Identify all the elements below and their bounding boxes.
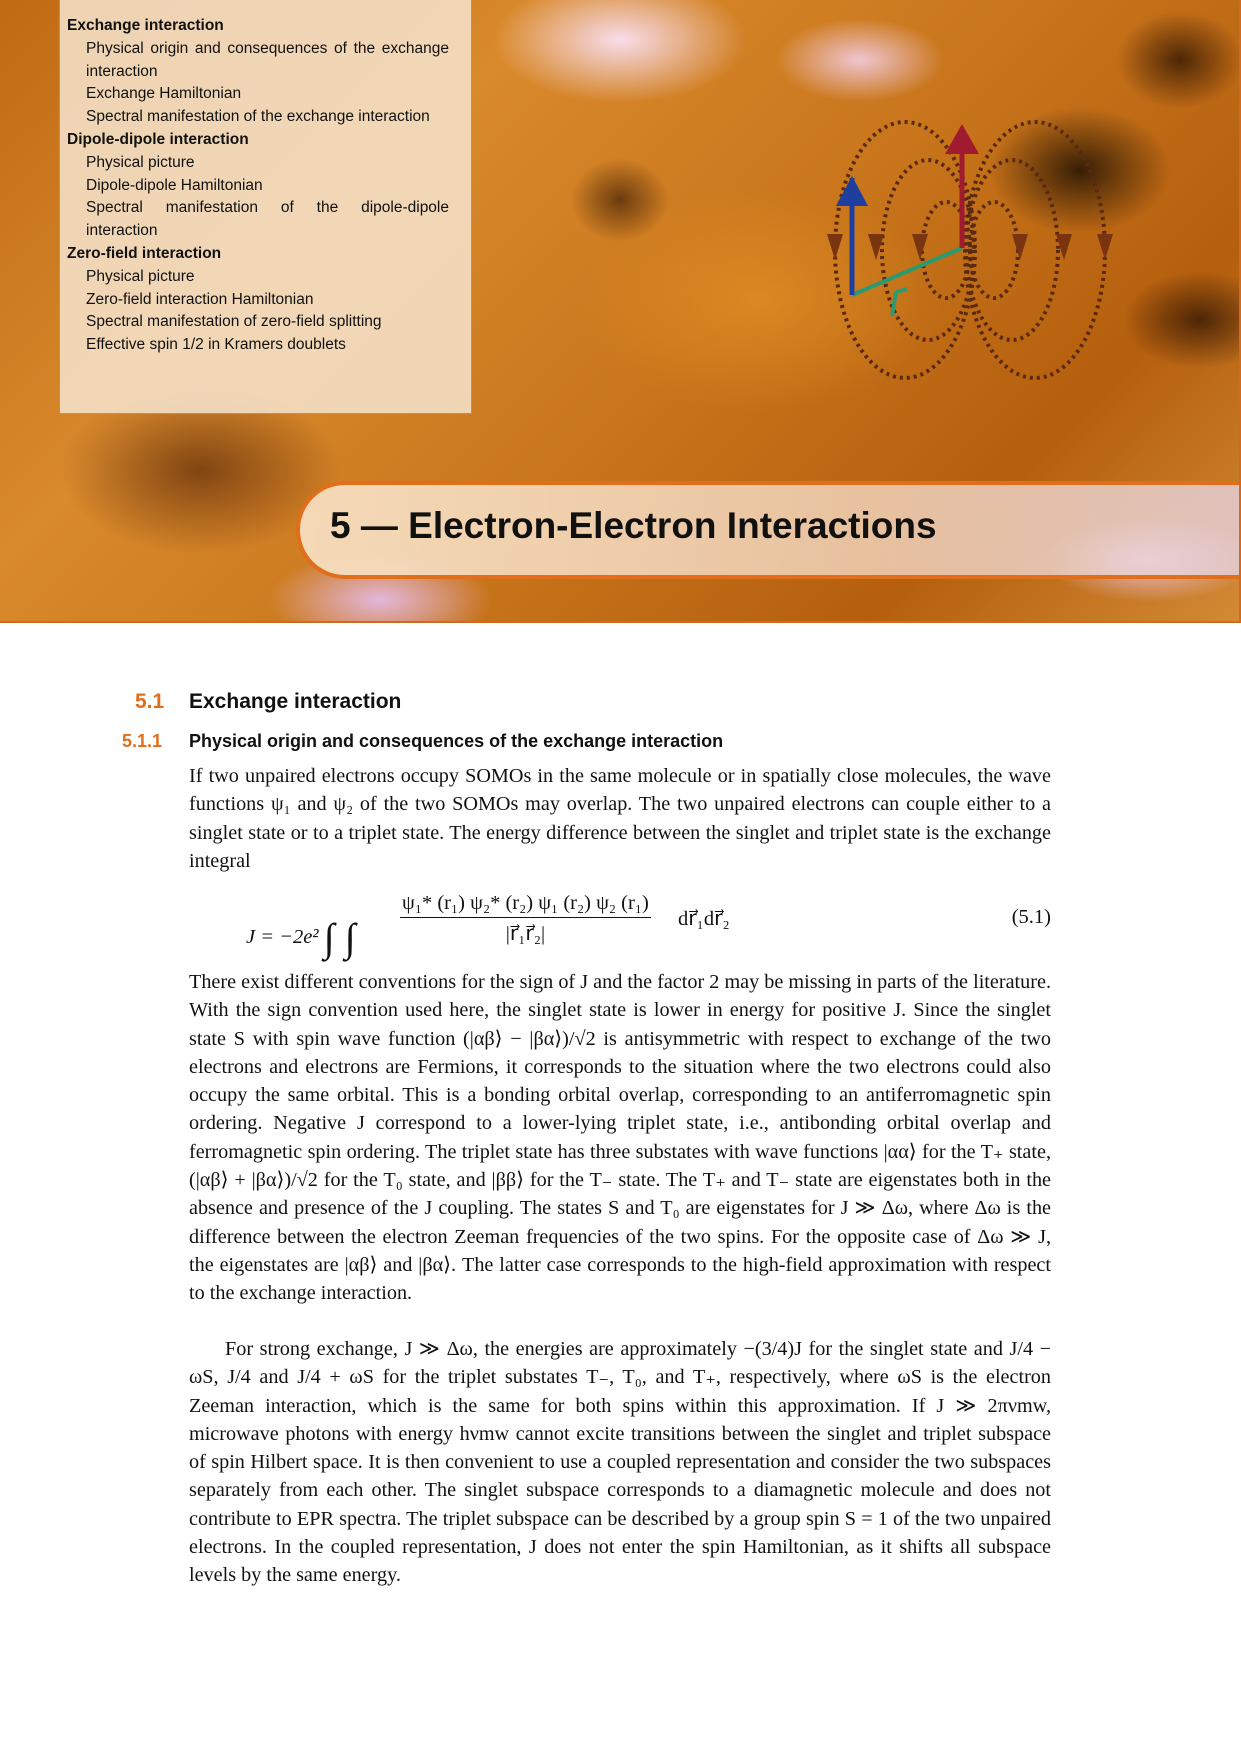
toc-item[interactable]: Dipole-dipole Hamiltonian — [86, 176, 263, 194]
section-heading — [135, 690, 402, 714]
paragraph: There exist different conventions for the sign of J and the factor 2 may be missing in parts of the literature. With the sign convention used here, the singlet state is lower in energy for positive J. Since the singlet state S with spin wave function (|αβ⟩ − |βα⟩)/√2 is antisymmetric with respect to exchange of the two electrons and electrons are Fermions, it corresponds to the situation where the two electrons could also occupy the same orbital. This is a bonding orbital overlap, corresponding to an antiferromagnetic spin ordering. Negative J correspond to a lower-lying triplet state, i.e., antibonding orbital overlap and ferromagnetic spin ordering. The triplet state has three substates with wave functions |αα⟩ for the T₊ state, (|αβ⟩ + |βα⟩)/√2 for the T₀ state, and |ββ⟩ for the T₋ state. The T₊ and T₋ state are eigenstates both in the absence and presence of the J coupling. The states S and T₀ are eigenstates for J ≫ Δω, where Δω is the difference between the electron Zeeman frequencies of the two spins. For the opposite case of Δω ≫ J, the eigenstates are |αβ⟩ and |βα⟩. The latter case corresponds to the high-field approximation with respect to the exchange interaction. — [189, 971, 1051, 1305]
chapter-title-bar — [296, 481, 1241, 579]
integral-signs: ∫ ∫ — [323, 915, 356, 960]
toc-section[interactable]: Zero-field interaction — [67, 244, 222, 262]
toc-item[interactable]: Spectral manifestation of zero-field splitting — [86, 313, 382, 331]
subsection-number: 5.1.1 — [122, 731, 163, 751]
paragraph: For strong exchange, J ≫ Δω, the energies are approximately −(3/4)J for the singlet state and J/4 − ωS, J/4 and J/4 + ωS for the triplet substates T₋, T₀, and T₊, respectively, where ωS is the electron Zeeman interaction, which is the same for both spins within this approximation. If J ≫ 2πνmw, microwave photons with energy hνmw cannot excite transitions between the singlet and triplet subspace of spin Hilbert space. It is then convenient to use a coupled representation and consider the two subspaces separately from each other. The singlet subspace corresponds to a diamagnetic molecule and does not contribute to EPR spectra. The triplet subspace can be described by a group spin S = 1 of the two unpaired electrons. In the coupled representation, J does not enter the spin Hamiltonian, as it shifts all subspace levels by the same energy. — [189, 1338, 1051, 1587]
chapter-banner — [0, 0, 1241, 623]
toc-section[interactable]: Dipole-dipole interaction — [67, 130, 249, 148]
angle-mark — [892, 289, 907, 316]
toc-item[interactable]: Spectral manifestation of the exchange interaction — [86, 108, 430, 126]
subsection-heading — [122, 731, 724, 752]
equation-fraction — [400, 892, 651, 946]
red-arrowhead — [945, 124, 979, 154]
chapter-toc — [59, 0, 472, 414]
toc-item[interactable]: Zero-field interaction Hamiltonian — [86, 290, 314, 308]
toc-section[interactable]: Exchange interaction — [67, 17, 224, 34]
equation-lhs-text: J = −2e² — [246, 926, 319, 948]
toc-item[interactable]: Physical picture — [86, 267, 195, 285]
equation-number: (5.1) — [1011, 906, 1051, 928]
section-title: Exchange interaction — [189, 690, 402, 713]
chapter-title: 5 — Electron-Electron Interactions — [330, 505, 937, 546]
equation-differentials: dr⃗₁dr⃗₂ — [678, 908, 730, 930]
equation-5-1 — [246, 892, 1051, 960]
dipole-field-diagram — [810, 110, 1130, 400]
toc-item[interactable]: Exchange Hamiltonian — [86, 85, 242, 103]
equation-denominator: |r⃗₁r⃗₂| — [505, 923, 546, 945]
toc-item[interactable]: Physical origin and consequences of the exchange interaction — [86, 39, 449, 80]
toc-item[interactable]: Effective spin 1/2 in Kramers doublets — [86, 336, 346, 354]
paragraph: If two unpaired electrons occupy SOMOs in the same molecule or in spatially close molecules, the wave functions ψ₁ and ψ₂ of the two SOMOs may overlap. The two unpaired electrons can couple either to a singlet state or to a triplet state. The energy difference between the singlet and triplet state is the exchange integral — [189, 765, 1051, 872]
section-number: 5.1 — [135, 690, 165, 713]
toc-item[interactable]: Physical picture — [86, 153, 195, 171]
equation-numerator: ψ₁* (r₁) ψ₂* (r₂) ψ₁ (r₂) ψ₂ (r₁) — [400, 892, 651, 918]
blue-arrowhead — [836, 176, 868, 206]
equation-lhs — [246, 906, 356, 960]
subsection-title: Physical origin and consequences of the exchange interaction — [189, 731, 724, 751]
connecting-vector — [852, 248, 962, 295]
toc-item[interactable]: Spectral manifestation of the dipole-dipole interaction — [86, 199, 449, 240]
